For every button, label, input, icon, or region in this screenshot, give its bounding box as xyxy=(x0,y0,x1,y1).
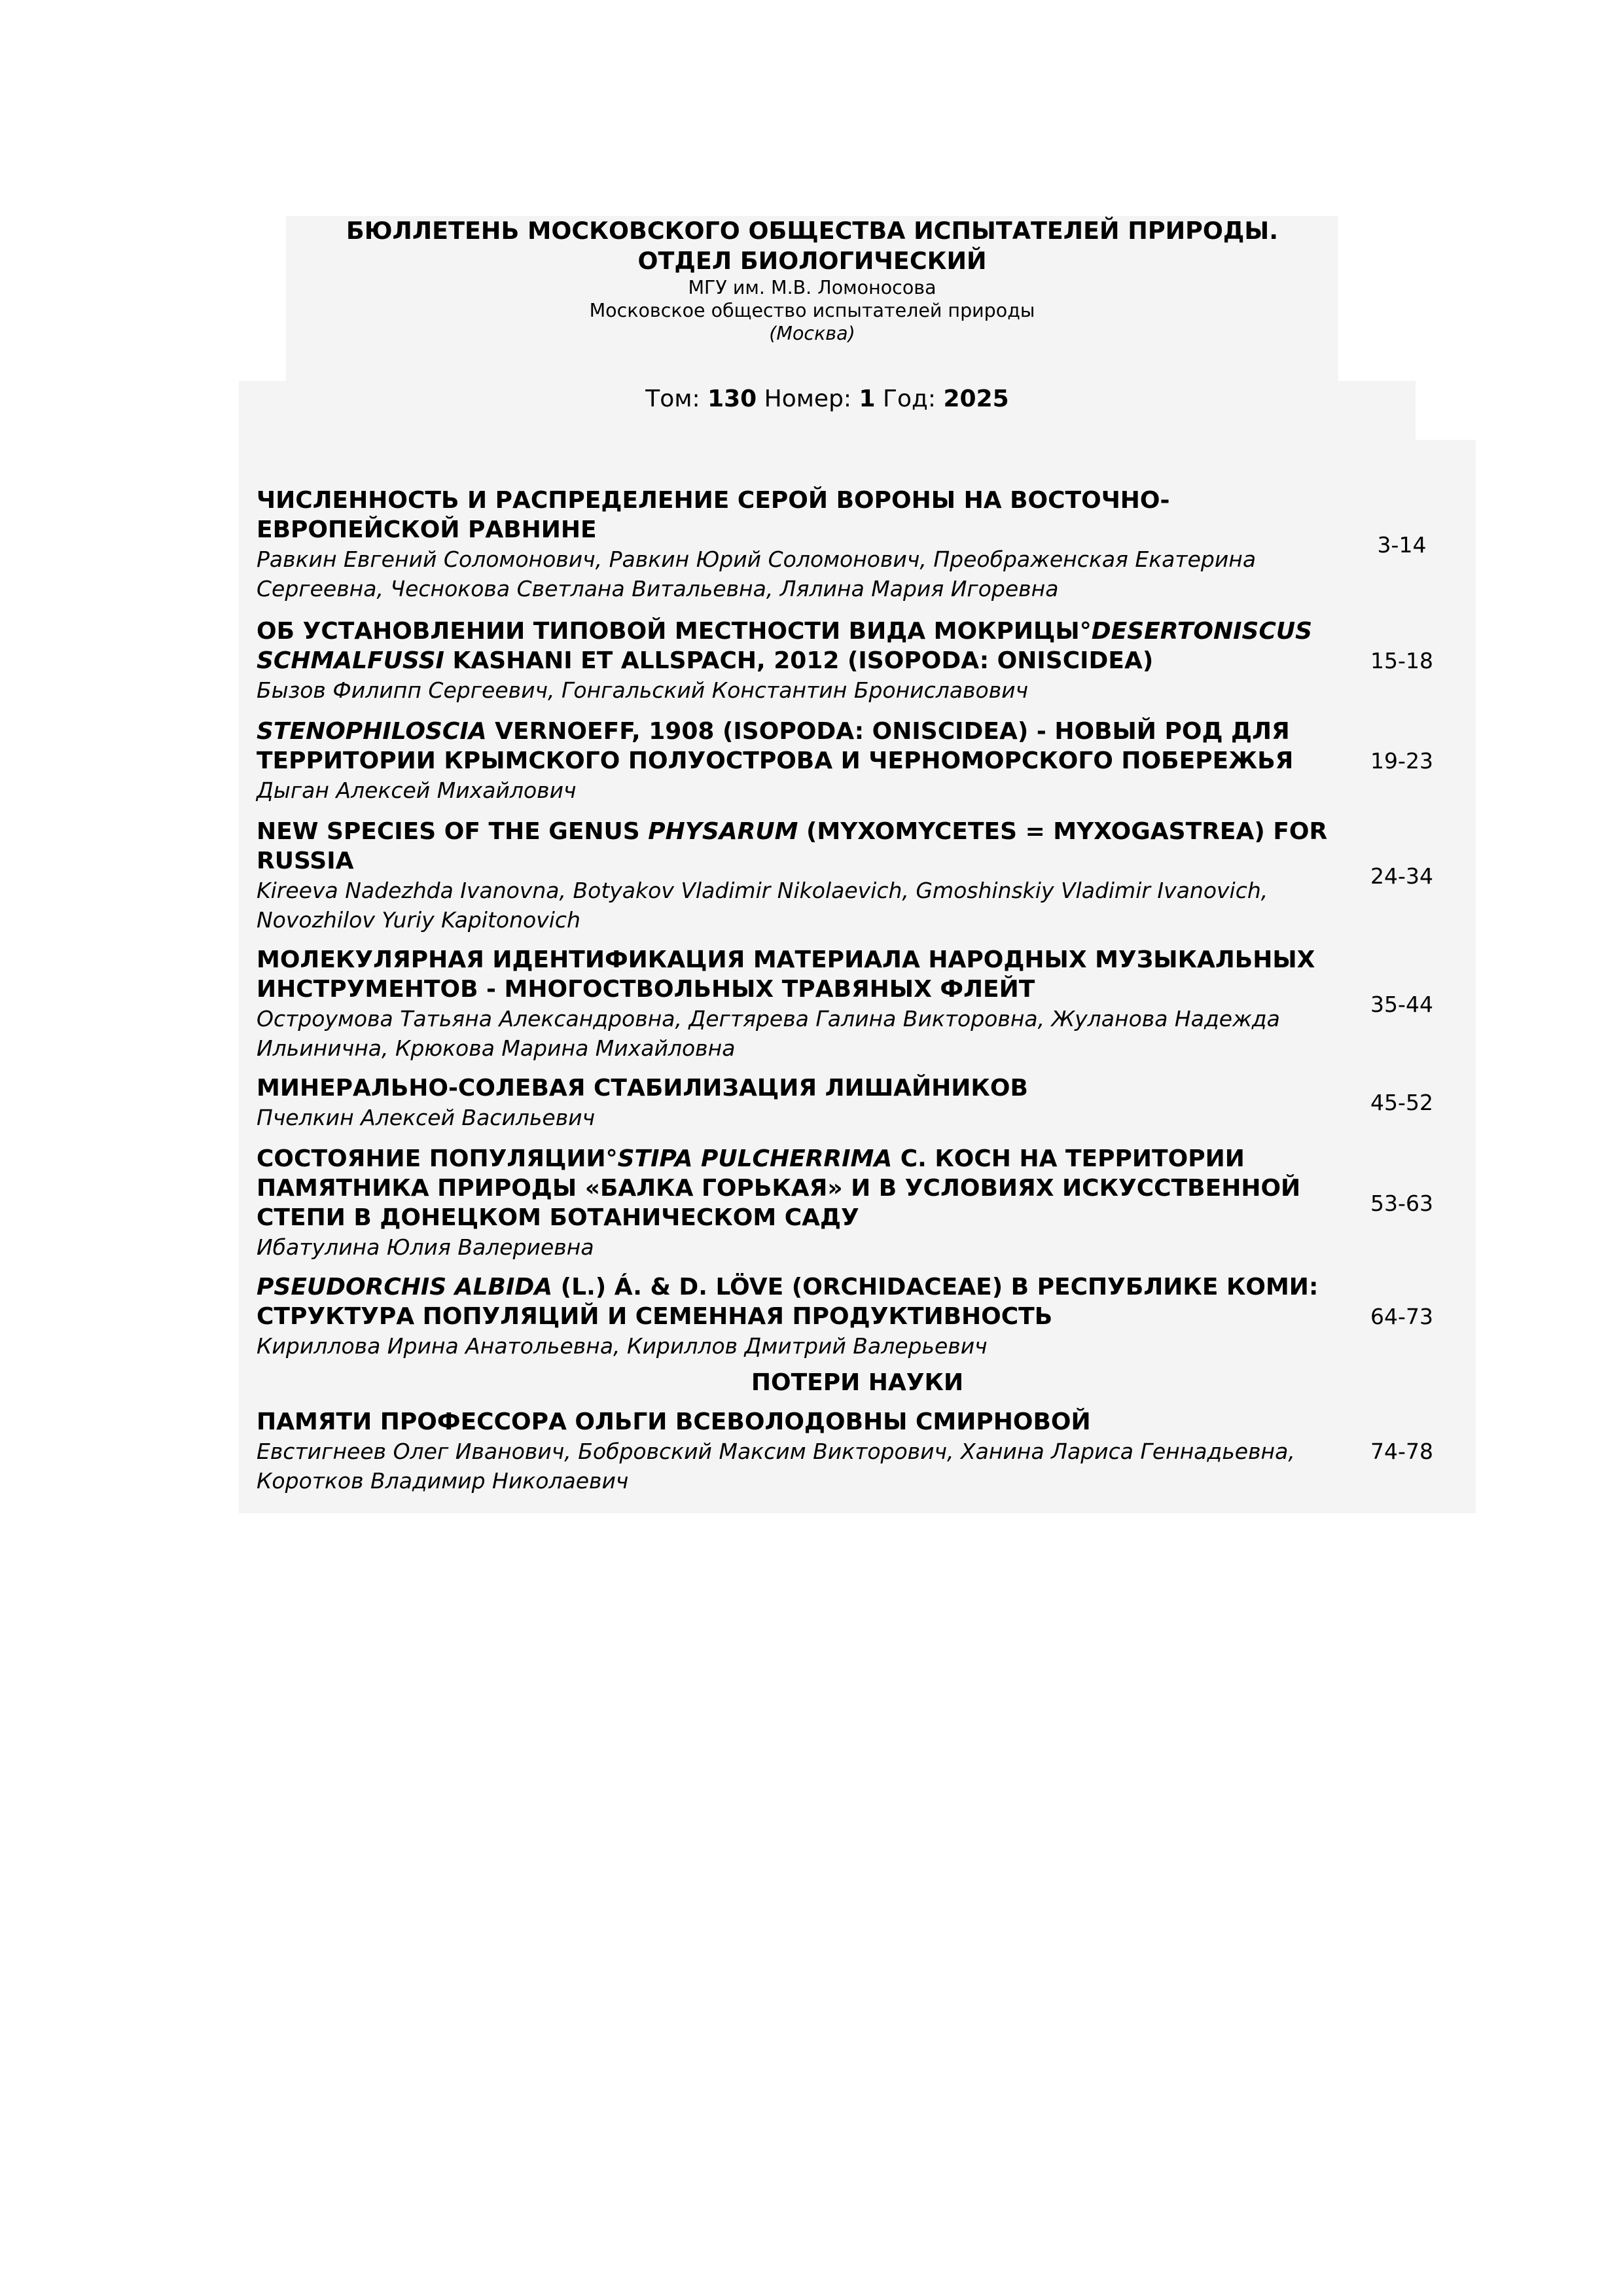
volume-value: 130 xyxy=(707,386,757,412)
section-heading: ПОТЕРИ НАУКИ xyxy=(751,1369,964,1396)
article-pages: 64-73 xyxy=(1370,1304,1433,1329)
article-pages: 35-44 xyxy=(1370,992,1433,1017)
toc-entry[interactable] xyxy=(257,1407,1461,1496)
article-title[interactable]: СОСТОЯНИЕ ПОПУЛЯЦИИ°STIPA PULCHERRIMA C. КОСН НА ТЕРРИТОРИИ ПАМЯТНИКА ПРИРОДЫ «БАЛКА ГОРЬКАЯ» И В УСЛОВИЯХ ИСКУССТВЕННОЙ СТЕПИ В ДОНЕЦКОМ БОТАНИЧЕСКОМ САДУ xyxy=(257,1145,1301,1231)
article-authors: Равкин Евгений Соломонович, Равкин Юрий Соломонович, Преображенская Екатерина Сергеевна, Чеснокова Светлана Витальевна, Лялина Мария Игоревна xyxy=(257,547,1257,601)
article-authors: Остроумова Татьяна Александровна, Дегтярева Галина Викторовна, Жуланова Надежда Ильинична, Крюкова Марина Михайловна xyxy=(257,1006,1280,1061)
article-title[interactable]: PSEUDORCHIS ALBIDA (L.) Á. & D. LÖVE (ORCHIDACEAE) В РЕСПУБЛИКЕ КОМИ: СТРУКТУРА ПОПУЛЯЦИЙ И СЕМЕННАЯ ПРОДУКТИВНОСТЬ xyxy=(257,1274,1319,1330)
article-pages: 19-23 xyxy=(1370,748,1433,774)
toc-entry[interactable] xyxy=(257,1272,1461,1361)
toc-entry[interactable] xyxy=(257,817,1461,935)
article-pages: 53-63 xyxy=(1370,1191,1433,1216)
toc-entry[interactable] xyxy=(257,1144,1461,1262)
article-pages: 15-18 xyxy=(1370,648,1433,673)
article-title[interactable]: ПАМЯТИ ПРОФЕССОРА ОЛЬГИ ВСЕВОЛОДОВНЫ СМИРНОВОЙ xyxy=(257,1408,1091,1435)
city-name: (Москва) xyxy=(769,323,855,344)
journal-header xyxy=(286,216,1338,381)
toc-entry[interactable] xyxy=(257,617,1461,705)
journal-title-line1: БЮЛЛЕТЕНЬ МОСКОВСКОГО ОБЩЕСТВА ИСПЫТАТЕЛЕЙ ПРИРОДЫ. xyxy=(346,217,1279,245)
year-label: Год: xyxy=(883,386,936,412)
volume-label: Том: xyxy=(645,386,700,412)
article-pages: 3-14 xyxy=(1377,532,1427,558)
article-title[interactable]: STENOPHILOSCIA VERNOEFF, 1908 (ISOPODA: ONISCIDEA) - НОВЫЙ РОД ДЛЯ ТЕРРИТОРИИ КРЫМСКОГО ПОЛУОСТРОВА И ЧЕРНОМОРСКОГО ПОБЕРЕЖЬЯ xyxy=(257,718,1294,774)
article-title[interactable]: ОБ УСТАНОВЛЕНИИ ТИПОВОЙ МЕСТНОСТИ ВИДА МОКРИЦЫ°DESERTONISCUS SCHMALFUSSI KASHANI ET ALLSPACH, 2012 (ISOPODA: ONISCIDEA) xyxy=(257,618,1313,674)
article-title[interactable]: МОЛЕКУЛЯРНАЯ ИДЕНТИФИКАЦИЯ МАТЕРИАЛА НАРОДНЫХ МУЗЫКАЛЬНЫХ ИНСТРУМЕНТОВ - МНОГОСТВОЛЬНЫХ ТРАВЯНЫХ ФЛЕЙТ xyxy=(257,946,1315,1003)
article-title[interactable]: МИНЕРАЛЬНО-СОЛЕВАЯ СТАБИЛИЗАЦИЯ ЛИШАЙНИКОВ xyxy=(257,1075,1028,1102)
article-authors: Ибатулина Юлия Валериевна xyxy=(257,1234,594,1260)
article-pages: 45-52 xyxy=(1370,1090,1433,1115)
article-authors: Kireeva Nadezhda Ivanovna, Botyakov Vladimir Nikolaevich, Gmoshinskiy Vladimir Ivanovich, Novozhilov Yuriy Kapitonovich xyxy=(257,878,1268,933)
society-name: Московское общество испытателей природы xyxy=(589,300,1035,321)
article-title[interactable]: NEW SPECIES OF THE GENUS PHYSARUM (MYXOMYCETES = MYXOGASTREA) FOR RUSSIA xyxy=(257,818,1328,874)
toc-entry[interactable] xyxy=(257,1073,1461,1132)
number-label: Номер: xyxy=(764,386,852,412)
toc-entry[interactable] xyxy=(257,486,1461,603)
article-authors: Бызов Филипп Сергеевич, Гонгальский Константин Брониславович xyxy=(257,677,1029,703)
article-pages: 24-34 xyxy=(1370,863,1433,889)
journal-title-line2: ОТДЕЛ БИОЛОГИЧЕСКИЙ xyxy=(637,247,987,275)
article-pages: 74-78 xyxy=(1370,1439,1433,1464)
article-authors: Кириллова Ирина Анатольевна, Кириллов Дмитрий Валерьевич xyxy=(257,1333,988,1359)
issue-info xyxy=(239,381,1416,440)
toc-entry[interactable] xyxy=(257,717,1461,805)
article-authors: Дыган Алексей Михайлович xyxy=(257,778,577,803)
article-authors: Пчелкин Алексей Васильевич xyxy=(257,1105,596,1130)
number-value: 1 xyxy=(859,386,876,412)
university-name: МГУ им. М.В. Ломоносова xyxy=(688,277,936,298)
article-title[interactable]: ЧИСЛЕННОСТЬ И РАСПРЕДЕЛЕНИЕ СЕРОЙ ВОРОНЫ НА ВОСТОЧНО-ЕВРОПЕЙСКОЙ РАВНИНЕ xyxy=(257,487,1170,543)
year-value: 2025 xyxy=(943,386,1009,412)
article-authors: Евстигнеев Олег Иванович, Бобровский Максим Викторович, Ханина Лариса Геннадьевна, Коротков Владимир Николаевич xyxy=(257,1439,1295,1494)
table-of-contents xyxy=(239,440,1476,1513)
toc-entry[interactable] xyxy=(257,945,1461,1063)
